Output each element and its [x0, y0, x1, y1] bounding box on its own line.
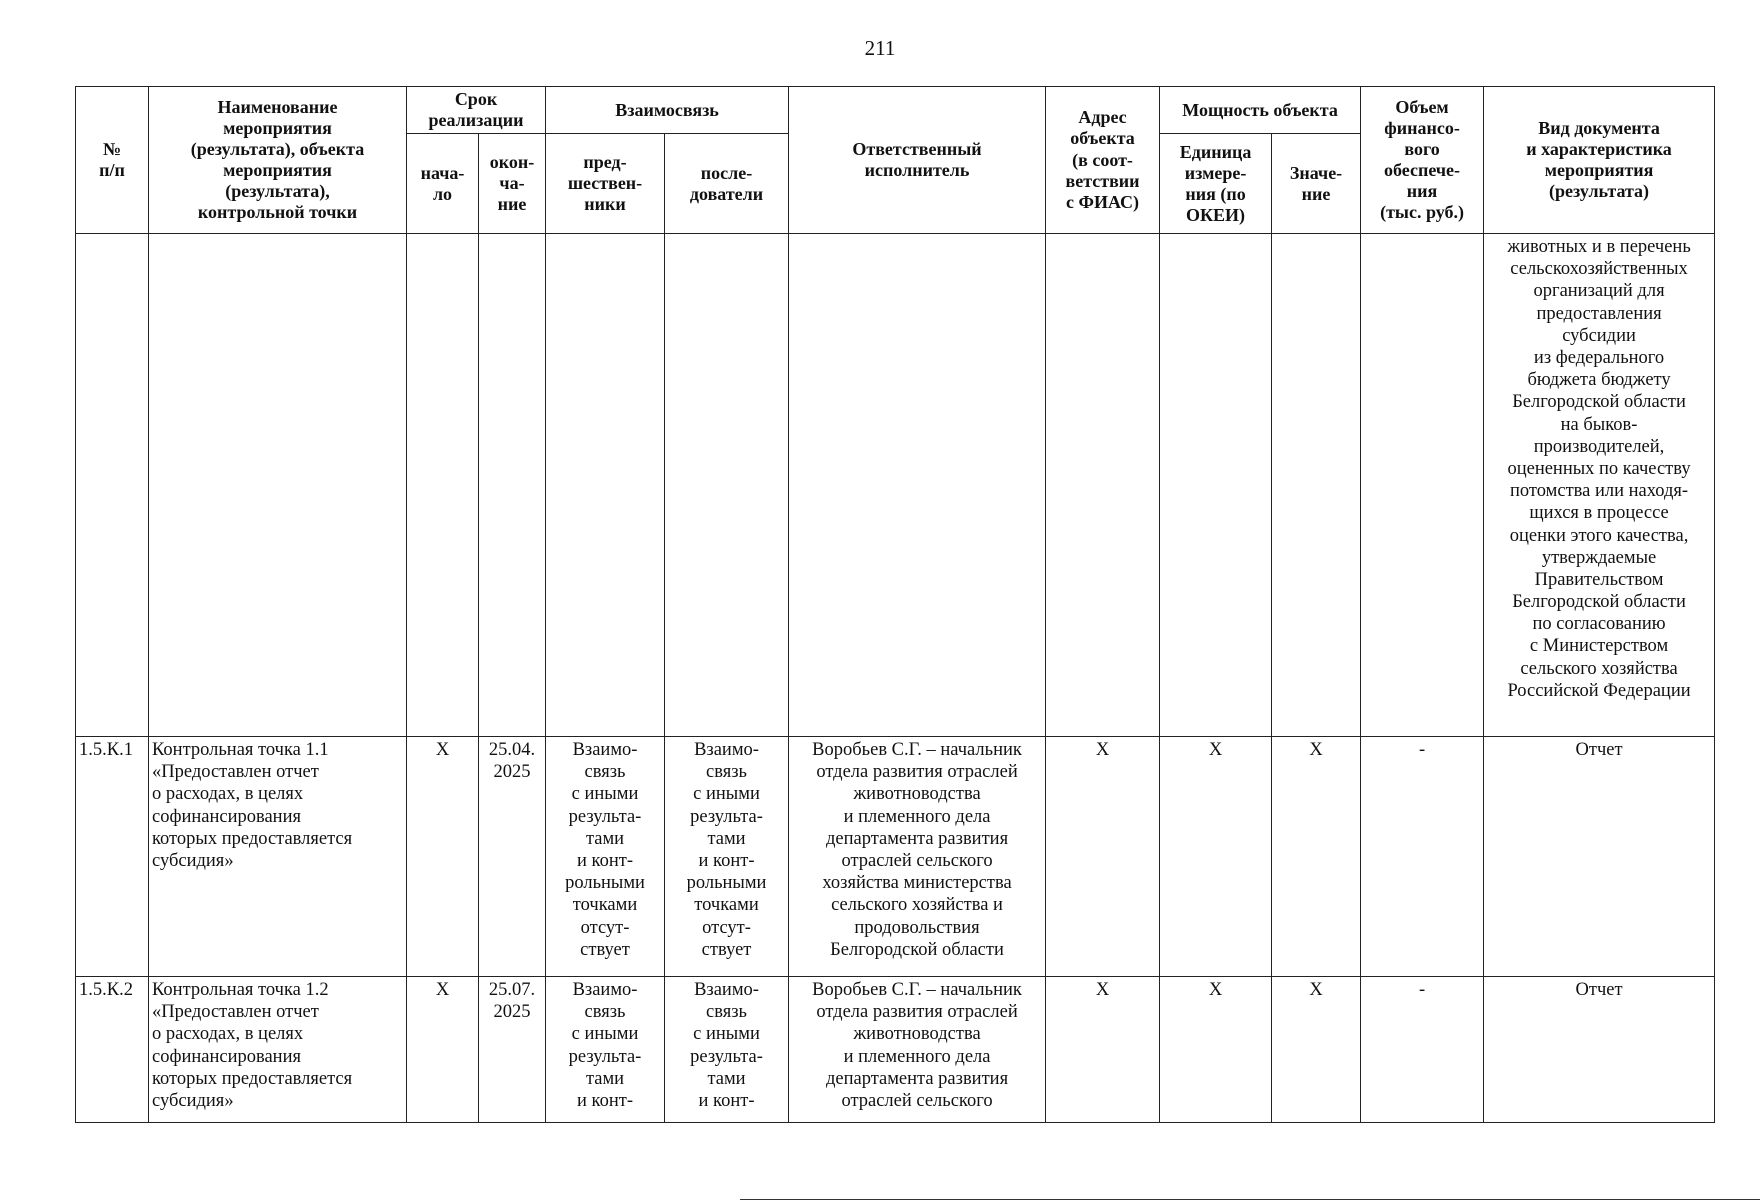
row-document: Отчет [1484, 977, 1715, 1123]
row-predecessors: Взаимо- связь с иными результа- тами и конт- [546, 977, 665, 1123]
page-number: 211 [864, 36, 896, 60]
row-unit: Х [1160, 977, 1272, 1123]
header-successors: после- дователи [665, 134, 789, 234]
header-start: нача- ло [407, 134, 479, 234]
row-end: 25.04. 2025 [479, 737, 546, 977]
table-row [76, 737, 1715, 977]
row-end: 25.07. 2025 [479, 977, 546, 1123]
row-funding: - [1361, 737, 1484, 977]
row-name: Контрольная точка 1.1 «Предоставлен отчет о расходах, в целях софинансирования которых предоставляется субсидия» [149, 737, 407, 977]
header-name: Наименование мероприятия (результата), объекта мероприятия (результата), контрольной точки [149, 87, 407, 234]
table-row-continuation [76, 234, 1715, 737]
header-link: Взаимосвязь [546, 87, 789, 134]
row-address: Х [1046, 737, 1160, 977]
header-document: Вид документа и характеристика мероприятия (результата) [1484, 87, 1715, 234]
row-document: Отчет [1484, 737, 1715, 977]
activity-table [75, 86, 1715, 1123]
header-unit: Единица измере- ния (по ОКЕИ) [1160, 134, 1272, 234]
row-name: Контрольная точка 1.2 «Предоставлен отчет о расходах, в целях софинансирования которых предоставляется субсидия» [149, 977, 407, 1123]
row-start: Х [407, 977, 479, 1123]
row-num: 1.5.К.1 [76, 737, 149, 977]
row-address: Х [1046, 977, 1160, 1123]
row-funding: - [1361, 977, 1484, 1123]
header-term: Срок реализации [407, 87, 546, 134]
header-predecessors: пред- шествен- ники [546, 134, 665, 234]
row-start: Х [407, 737, 479, 977]
header-funding: Объем финансо- вого обеспече- ния (тыс. руб.) [1361, 87, 1484, 234]
header-num: № п/п [76, 87, 149, 234]
row-predecessors: Взаимо- связь с иными результа- тами и конт- рольными точками отсут- ствует [546, 737, 665, 977]
row-responsible: Воробьев С.Г. – начальник отдела развития отраслей животноводства и племенного дела департамента развития отраслей сельского хозяйства министерства сельского хозяйства и продовольствия Белгородской области [789, 737, 1046, 977]
header-capacity: Мощность объекта [1160, 87, 1361, 134]
header-value: Значе- ние [1272, 134, 1361, 234]
header-end: окон- ча- ние [479, 134, 546, 234]
row-responsible: Воробьев С.Г. – начальник отдела развития отраслей животноводства и племенного дела департамента развития отраслей сельского [789, 977, 1046, 1123]
table-row [76, 977, 1715, 1123]
row-unit: Х [1160, 737, 1272, 977]
row-num: 1.5.К.2 [76, 977, 149, 1123]
row-successors: Взаимо- связь с иными результа- тами и конт- [665, 977, 789, 1123]
header-address: Адрес объекта (в соот- ветствии с ФИАС) [1046, 87, 1160, 234]
document-description: животных и в перечень сельскохозяйственных организаций для предоставления субсидии из федерального бюджета бюджету Белгородской области на быков- производителей, оцененных по качеству потомства или находя- щихся в процессе оценки этого качества, утверждаемые Правительством Белгородской области по согласованию с Министерством сельского хозяйства Российской Федерации [1484, 234, 1715, 737]
row-value: Х [1272, 737, 1361, 977]
row-value: Х [1272, 977, 1361, 1123]
row-successors: Взаимо- связь с иными результа- тами и конт- рольными точками отсут- ствует [665, 737, 789, 977]
header-responsible: Ответственный исполнитель [789, 87, 1046, 234]
